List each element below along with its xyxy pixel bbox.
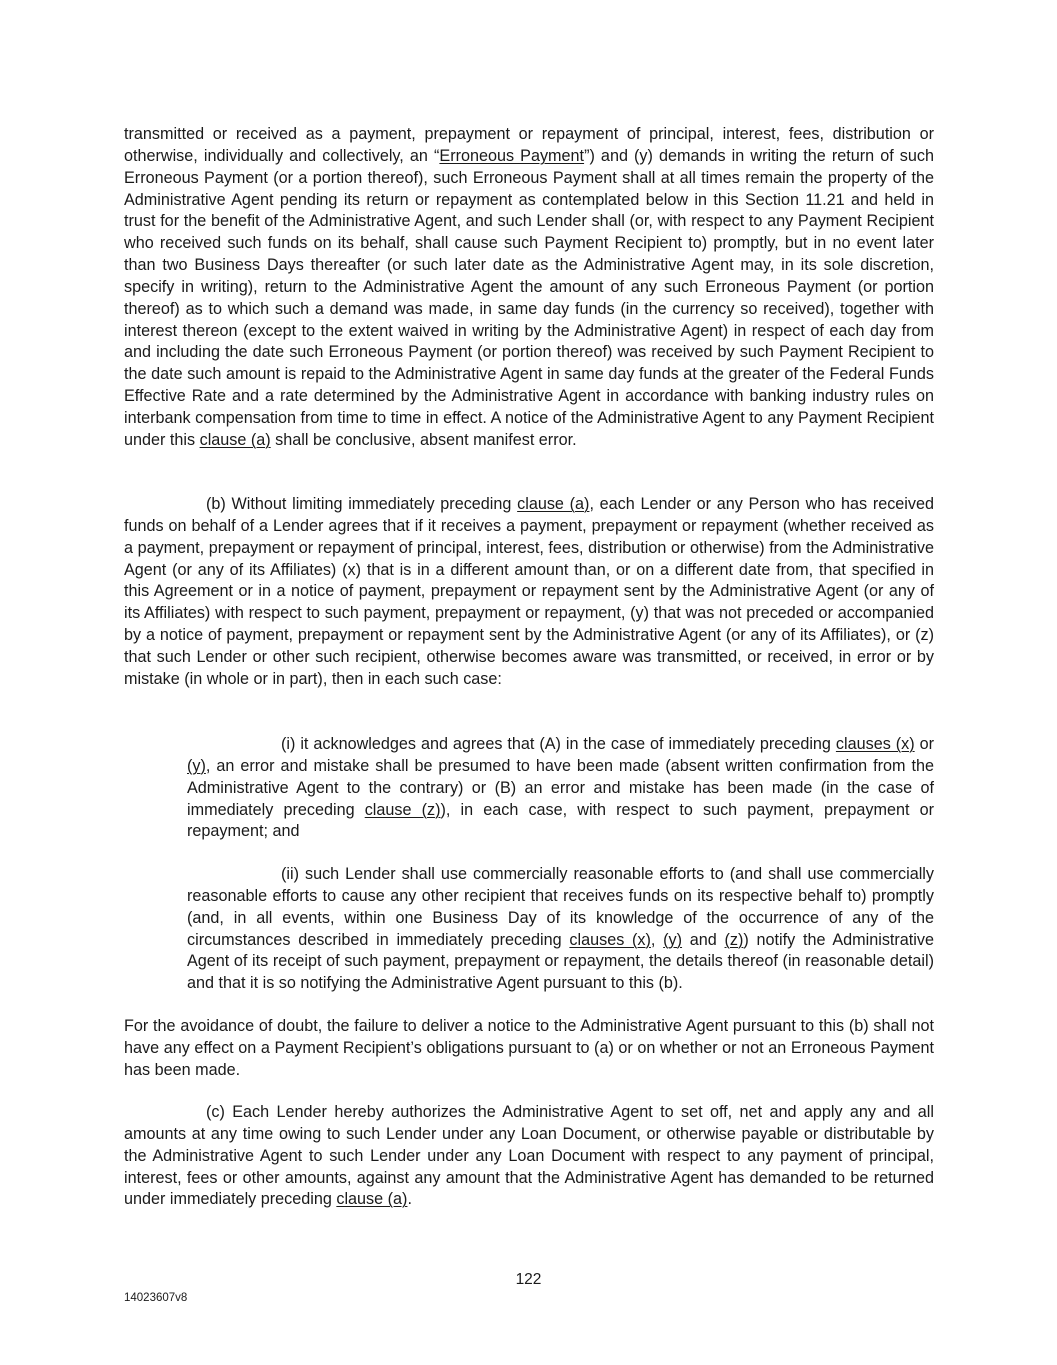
text-run: or [914, 735, 934, 753]
text-run: , [650, 930, 664, 949]
clause-reference: (y) [187, 756, 206, 775]
clause-reference: clause (a) [336, 1190, 408, 1209]
text-run: ) notify the Administrative Agent of its receipt of such payment, prepayment or repayment, the details thereof (in reasonable detail) and that it is so notifying the Administrative Agent pursuant to this (b). [187, 930, 934, 993]
text-run: shall be conclusive, absent manifest error. [270, 430, 577, 449]
paragraph-b [124, 494, 934, 691]
text-run: ), in each case, with respect to such payment, prepayment or repayment; and [187, 800, 935, 841]
text-run: ”) and (y) demands in writing the return of such Erroneous Payment (or a portion thereof), such Erroneous Payment shall at all times remain the property of the Administrative Agent pending its return or repayment as contemplated below in this Section 11.21 and held in trust for the benefit of the Administrative Agent, and such Lender shall (or, with respect to any Payment Recipient who received such funds on its behalf, shall cause such Payment Recipient to) promptly, but in no event later than two Business Days thereafter (or such later date as the Administrative Agent may, in its sole discretion, specify in writing), return to the Administrative Agent the amount of any such Erroneous Payment (or portion thereof) as to which such a demand was made, in same day funds (in the currency so received), together with interest thereon (except to the extent waived in writing by the Administrative Agent) in respect of each day from and including the date such Erroneous Payment (or portion thereof) was received by such Payment Recipient to the date such amount is repaid to the Administrative Agent in same day funds at the greater of the Federal Funds Effective Rate and a rate determined by the Administrative Agent in accordance with banking industry rules on interbank compensation from time to time in effect. A notice of the Administrative Agent to any Payment Recipient under this [124, 146, 934, 449]
clause-reference: clauses (x) [569, 930, 651, 949]
document-id: 14023607v8 [124, 1292, 188, 1304]
text-run: and [682, 930, 725, 949]
text-run: , an error and mistake shall be presumed to have been made (absent written confirmation from the Administrative Agent to the contrary) or (B) an error and mistake has been made (in the case of immediately preceding [187, 756, 934, 819]
paragraph-c [124, 1102, 934, 1211]
clause-reference: (y) [663, 930, 683, 949]
page-number: 122 [515, 1271, 542, 1288]
text-run: (c) Each Lender hereby authorizes the Administrative Agent to set off, net and apply any and all amounts at any time owing to such Lender under any Loan Document, or otherwise payable or distributable by the Administrative Agent to such Lender under any Loan Document with respect to any payment of principal, interest, fees or other amounts, against any amount that the Administrative Agent has demanded to be returned under immediately preceding [124, 1103, 934, 1209]
text-run: . [407, 1190, 412, 1209]
text-run: (ii) such Lender shall use commercially reasonable efforts to (and shall use commercially reasonable efforts to cause any other recipient that receives funds on its respective behalf to) promptly (and, in all events, within one Business Day of its knowledge of the occurrence of any of the circumstances described in immediately preceding [187, 865, 934, 949]
clause-reference: clause (a) [517, 495, 590, 513]
clause-reference: (z) [724, 930, 744, 949]
clause-reference: clause (z) [364, 800, 441, 819]
clause-reference: clause (a) [199, 430, 271, 449]
paragraph-b-ii [187, 864, 934, 995]
text-run: , each Lender or any Person who has received funds on behalf of a Lender agrees that if it receives a payment, prepayment or repayment (whether received as a payment, prepayment or repayment of principal, interest, fees, distribution or otherwise) from the Administrative Agent (or any of its Affiliates) (x) that is in a different amount than, or on a different date from, that specified in this Agreement or in a notice of payment, prepayment or repayment sent by the Administrative Agent (or any of its Affiliates) with respect to such payment, prepayment or repayment, (y) that was not preceded or accompanied by a notice of payment, prepayment or repayment sent by the Administrative Agent (or any of its Affiliates), or (z) that such Lender or other such recipient, otherwise becomes aware was transmitted, or received, in error or by mistake (in whole or in part), then in each such case: [124, 495, 935, 688]
text-run: (b) Without limiting immediately preceding [206, 495, 518, 513]
defined-term-erroneous-payment: Erroneous Payment [439, 146, 585, 165]
text-run: (i) it acknowledges and agrees that (A) in the case of immediately preceding [281, 735, 836, 753]
paragraph-avoidance-of-doubt: For the avoidance of doubt, the failure to deliver a notice to the Administrative Agent pursuant to this (b) shall not have any effect on a Payment Recipient’s obligations pursuant to (a) or on whether or not an Erroneous Payment has been made. [124, 1017, 934, 1079]
text-run: transmitted or received as a payment, prepayment or repayment of principal, interest, fees, distribution or otherwise, individually and collectively, an “ [124, 125, 934, 165]
paragraph-b-i [187, 734, 934, 843]
clause-reference: clauses (x) [835, 735, 915, 753]
paragraph-a-continuation [124, 124, 934, 452]
